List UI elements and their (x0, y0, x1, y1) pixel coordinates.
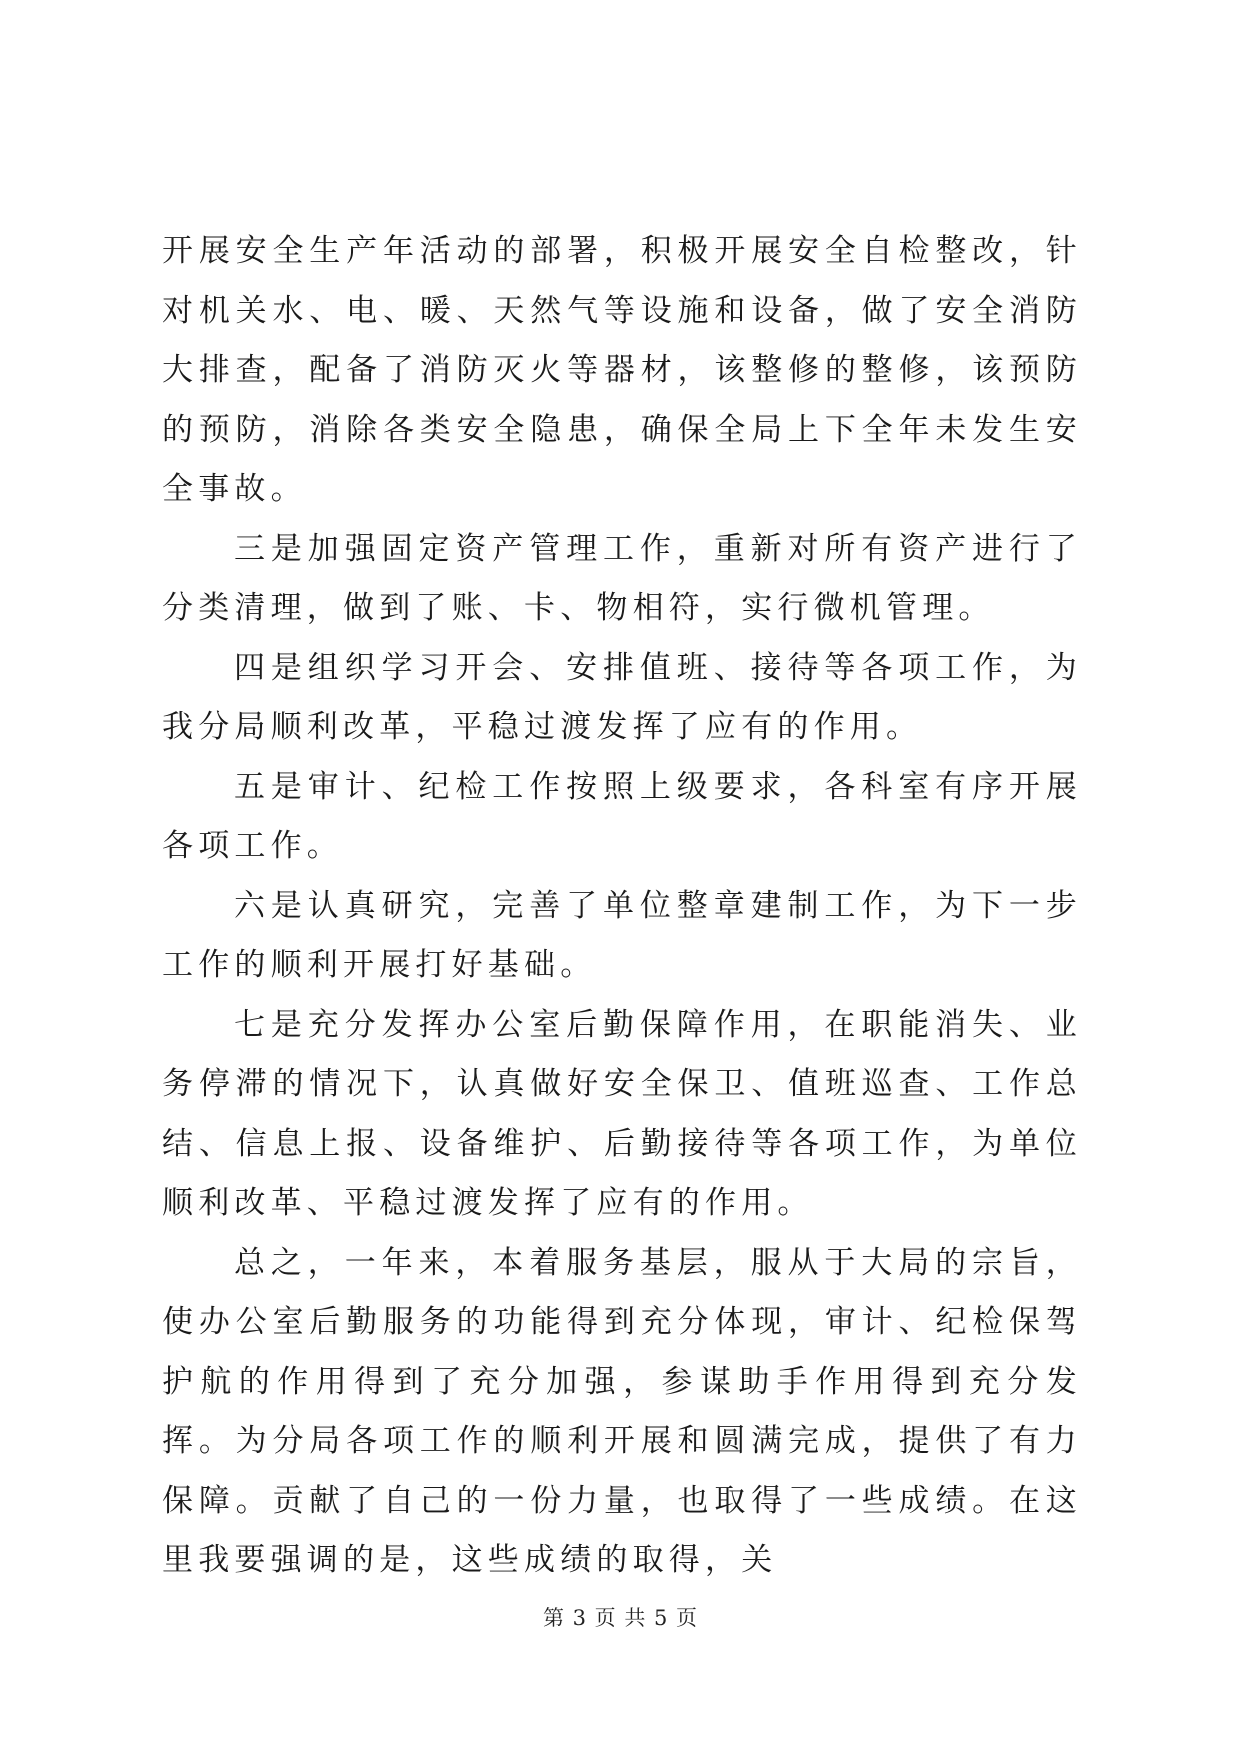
paragraph-item-seven: 七是充分发挥办公室后勤保障作用，在职能消失、业务停滞的情况下，认真做好安全保卫、值班巡查、工作总结、信息上报、设备维护、后勤接待等各项工作，为单位顺利改革、平稳过渡发挥了应有的作用。 (162, 1006, 1082, 1221)
paragraph-summary: 总之，一年来，本着服务基层，服从于大局的宗旨，使办公室后勤服务的功能得到充分体现，审计、纪检保驾护航的作用得到了充分加强，参谋助手作用得到充分发挥。为分局各项工作的顺利开展和圆满完成，提供了有力保障。贡献了自己的一份力量，也取得了一些成绩。在这里我要强调的是，这些成绩的取得，关 (162, 1244, 1082, 1578)
document-body (162, 222, 1082, 1591)
paragraph-continuation: 开展安全生产年活动的部署，积极开展安全自检整改，针对机关水、电、暖、天然气等设施和设备，做了安全消防大排查，配备了消防灭火等器材，该整修的整修，该预防的预防，消除各类安全隐患，确保全局上下全年未发生安全事故。 (162, 233, 1082, 507)
paragraph-item-four: 四是组织学习开会、安排值班、接待等各项工作，为我分局顺利改革，平稳过渡发挥了应有的作用。 (162, 649, 1082, 745)
paragraph-item-three: 三是加强固定资产管理工作，重新对所有资产进行了分类清理，做到了账、卡、物相符，实行微机管理。 (162, 530, 1082, 626)
paragraph-item-five: 五是审计、纪检工作按照上级要求，各科室有序开展各项工作。 (162, 768, 1082, 864)
paragraph-item-six: 六是认真研究，完善了单位整章建制工作，为下一步工作的顺利开展打好基础。 (162, 887, 1082, 983)
page-number-footer: 第 3 页 共 5 页 (542, 1606, 699, 1630)
